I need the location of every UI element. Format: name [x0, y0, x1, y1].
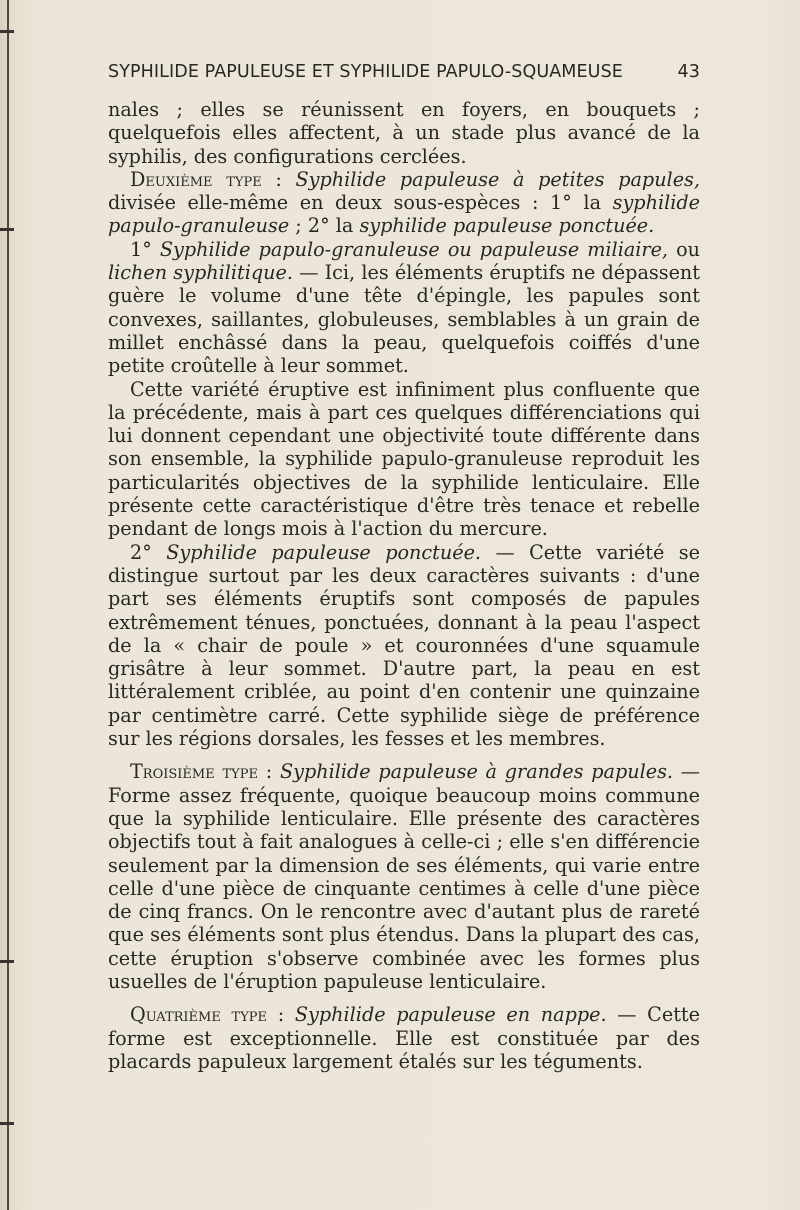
paragraph-2 [108, 168, 700, 238]
type-label: Quatrième type : [130, 1003, 285, 1027]
section-title: Syphilide papuleuse à grandes papules. [279, 760, 674, 784]
edge-mark [0, 228, 14, 231]
paragraph-7 [108, 1003, 700, 1073]
paragraph-text: — Cette variété se distingue surtout par les deux caractères suivants : d'une part ses éléments éruptifs sont composés de papules extrêmement ténues, ponctuées, donnant à la peau l'aspect de la « chair de poule » et couronnées d'une squamule grisâtre à leur sommet. D'autre part, la peau en est littéralement criblée, au point d'en contenir une quinzaine par centimètre carré. Cette syphilide siège de préférence sur les régions dorsales, les fesses et les membres. [108, 540, 700, 751]
type-label: Troisième type : [130, 760, 273, 784]
header-title: SYPHILIDE PAPULEUSE ET SYPHILIDE PAPULO-SQUAMEUSE [108, 62, 623, 82]
paragraph-1: nales ; elles se réunissent en foyers, en bouquets ; quelquefois elles affectent, à un stade plus avancé de la syphilis, des configurations cerclées. [108, 98, 700, 168]
page-edge [7, 0, 9, 1210]
edge-mark [0, 960, 14, 963]
paragraph-text: ; 2° la [289, 214, 360, 238]
paragraph-3 [108, 238, 700, 378]
section-title: Syphilide papuleuse en nappe. [294, 1003, 607, 1027]
term: syphilide papulo-granuleuse [108, 191, 700, 238]
paragraph-text: divisée elle-même en deux sous-espèces : 1° la [108, 191, 613, 215]
subsection-number: 2° [130, 540, 167, 564]
term: syphilide papuleuse ponctuée. [359, 214, 655, 238]
paragraph-text: — Cette forme est exceptionnelle. Elle est constituée par des placards papuleux largement étalés sur les téguments. [108, 1003, 700, 1073]
edge-mark [0, 1122, 14, 1125]
paragraph-6 [108, 760, 700, 993]
page-number: 43 [677, 62, 700, 82]
section-title: Syphilide papulo-granuleuse ou papuleuse miliaire, [159, 237, 669, 261]
section-title: Syphilide papuleuse à petites papules, [295, 167, 700, 191]
paragraph-5 [108, 541, 700, 751]
section-title: Syphilide papuleuse ponctuée. [166, 540, 482, 564]
subsection-number: 1° [130, 237, 160, 261]
paragraph-text: — Ici, les éléments éruptifs ne dépassent guère le volume d'une tête d'épingle, les papules sont convexes, saillantes, globuleuses, semblables à un grain de millet enchâssé dans la peau, quelquefois coiffés d'une petite croûtelle à leur sommet. [108, 261, 700, 378]
body-text [108, 98, 700, 1073]
term: lichen syphilitique. [108, 261, 293, 285]
paragraph-4: Cette variété éruptive est infiniment plus confluente que la précédente, mais à part ces quelques différenciations qui lui donnent cependant une objectivité toute différente dans son ensemble, la syphilide papulo-granuleuse reproduit les particularités objectives de la syphilide lenticulaire. Elle présente cette caractéristique d'être très tenace et rebelle pendant de longs mois à l'action du mercure. [108, 377, 700, 541]
paragraph-text: — Forme assez fréquente, quoique beaucoup moins commune que la syphilide lenticulaire. Elle présente des caractères objectifs tout à fait analogues à celle-ci ; elle s'en différencie seulement par la dimension de ses éléments, qui varie entre celle d'une pièce de cinquante centimes à celle d'une pièce de cinq francs. On le rencontre avec d'autant plus de rareté que ses éléments sont plus étendus. Dans la plupart des cas, cette éruption s'observe combinée avec les formes plus usuelles de l'éruption papuleuse lenticulaire. [108, 760, 700, 993]
type-label: Deuxième type : [130, 167, 282, 191]
edge-mark [0, 30, 14, 33]
paragraph-text: ou [668, 237, 701, 261]
